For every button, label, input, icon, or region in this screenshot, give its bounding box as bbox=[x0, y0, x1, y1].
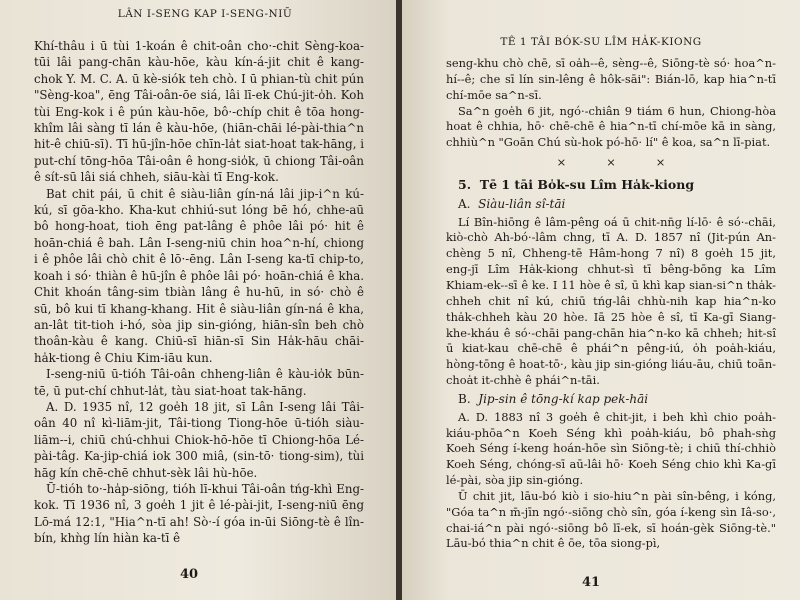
subsection-a-heading bbox=[446, 197, 776, 213]
subsection-a-title: Siàu-liân sî-tāi bbox=[478, 196, 566, 211]
right-paragraph: Lí Bîn-hiōng ê lâm-pêng oá ū chit-nn̄g lí-lō· ê só·-chāi, kiò-chò Ah-bó·-lâm chng, tī A. D. 1857 nî (Jit-pún An-chèng 5 nî, Chheng-tē Hâm-hong 7 nî) 8 goe̍h 15 jit, eng-jī Lîm Ha̍k-kiong chhut-sì tī bêng-bōng ka Lîm Khiam-ek--sī ê ke. I 11 hòe ê sî, ū khì kap sian-si^n tha̍k-chheh chit nî kú, chiū tńg-lâi chhù-nih kap hia^n-ko tha̍k-chheh kàu 20 hòe. Iā 25 hòe ê sî, tī Ka-gī Siang-khe-kháu ê só·-chāi pang-chān hia^n-ko kā chheh; hit-sî ū kiat-kau chē-chē ê phái^n pêng-iú, o̍h poa̍h-kiáu, hòng-tōng ê hoat-tō·, kàu jip sin-gióng liáu-āu, chiū toān-choa̍t it-chhè ê phái^n-tāi. bbox=[446, 214, 776, 388]
subsection-b-title: Jip-sin ê tōng-kí kap pek-hāi bbox=[478, 391, 649, 406]
section-heading bbox=[446, 177, 776, 193]
section-divider bbox=[446, 155, 776, 171]
right-paragraph: seng-khu chò chē, sī oa̍h--ê, sèng--ê, Siōng-tè só· hoa^n-hí--ê; che sī lín sin-lêng ê hôk-sāi": Bián-lō, kap hia^n-tī chí-mōe sa^n-sī. bbox=[446, 56, 776, 102]
left-page-header: LÂN I-SENG KAP I-SENG-NIŪ bbox=[117, 8, 293, 20]
right-page bbox=[402, 0, 800, 600]
left-paragraph: Ū-tióh to·-ha̍p-siōng, tióh lī-khui Tâi-oân tńg-khì Eng-kok. Tī 1936 nî, 3 goe̍h 1 jit ê lé-pài-jit, I-seng-niū ēng Lō-má 12:1, "Hia^n-tī ah! Sò·-í góa in-ūi Siōng-tè ê lîn-bín, khǹg lín hiàn ka-tī ê bbox=[34, 481, 364, 546]
subsection-b-label: B. bbox=[458, 391, 471, 406]
left-paragraph: Bat chit pái, ū chit ê siàu-liân gín-ná lâi jip-i^n kú-kú, sī gōa-kho. Kha-kut chhiú-sut lóng bē hó, chhe-aū bô hong-hoat, tioh ēng pat-lâng ê phôe lâi pó· hit ê hoān-chiá ê bah. Lân I-seng-niū chin hoa^n-hí, chiong i ê phôe lâi chò chit ê lō·-ēng. Lân I-seng ka-tī chip-to, koah i só· thiàn ê hū-jîn ê phôe lâi pó· hoān-chiá ê kha. Chit khoán tâng-sim tbiàn lâng ê hu-hū, in só· chò ê sū, bô kui tī khang-khang. Hit ê siàu-liân gín-ná ê kha, an-lât tit-tioh i-hó, sòa jip sin-gióng, hiān-sîn beh chò thoân-kàu ê kang. Chiū-sī hiān-sī Sin Ha̍k-hāu chāi-ha̍k-tiong ê Chiu Kim-iāu kun. bbox=[34, 186, 364, 365]
divider-mark: × bbox=[556, 155, 607, 170]
section-title: Tē 1 tāi Bo̍k-su Lîm Ha̍k-kiong bbox=[479, 176, 695, 192]
divider-mark: × bbox=[606, 155, 656, 170]
subsection-b-heading bbox=[446, 392, 776, 408]
right-paragraph: A. D. 1883 nî 3 goe̍h ê chit-jit, i beh khì chio poa̍h-kiáu-phōa^n Koeh Séng khì poa̍h-kiáu, bô phah-sǹg Koeh Séng í-keng hoán-hōe sìn Siōng-tè; i chiū thí-chhiò Koeh Séng, chóng-sī aū-lâi hō· Koeh Séng chio khì Ka-gī lé-pài, sòa jip sin-gióng. bbox=[446, 409, 776, 488]
right-page-text bbox=[446, 56, 776, 552]
right-paragraph: Ū chit jit, lāu-bó kiò i sio-hiu^n pài sîn-bêng, i kóng, "Góa ta^n m̄-jīn ngó·-siōng chò sîn, góa í-keng sìn Iâ-so·, chai-iá^n pài ngó·-siōng bô lī-ek, sī hoán-gèk Siōng-tè." Lāu-bó thia^n chit ê ōe, tōa siong-pì, bbox=[446, 488, 776, 551]
left-paragraph: I-seng-niū ū-tióh Tâi-oân chheng-liân ê kàu-io̍k būn-tē, ū put-chí chhut-la̍t, tàu siat-hoat tak-hāng. bbox=[34, 367, 364, 398]
divider-mark: × bbox=[655, 155, 706, 170]
left-paragraph: Khí-thâu i ū tùi 1-koán ê chit-oân cho·-chit Sèng-koa-tūi lâi pang-chān kàu-hōe, kàu kín-á-jit chit ê kang-chok Y. M. C. A. ū kè-siók teh chò. I ū phian-tù chit pún "Sèng-koa", ēng Tâi-oân-ōe siá, lâi lī-ek Chú-jit-o̍h. Koh tùi Eng-kok i ê pún kàu-hōe, bô·-chíp chit ê tōa hong-khîm lâi sàng tī lán ê kàu-hōe, (hiān-chāi lé-pài-thia^n hit-ê chiū-sī). Tī hū-jîn-hōe chīn-la̍t siat-hoat tak-hāng, i put-chí tōng-hōa Tâi-oân ê hong-sio̍k, ū chiong Tâi-oân ê sít-sū lâi siá chheh, siāu-kài tī Eng-kok. bbox=[34, 39, 364, 185]
section-number: 5. bbox=[458, 176, 472, 192]
left-page-text bbox=[34, 38, 364, 547]
left-paragraph: A. D. 1935 nî, 12 goe̍h 18 jit, sī Lân I-seng lâi Tâi-oân 40 nî kì-liām-jit, Tâi-tiong Tiong-hōe ū-tióh siàu-liām--i, chiū chú-chhui Chiok-hō-hōe tī Chiong-hōa Lé-pài-tâg. Ka-jip-chiá iok 300 miâ, (sin-tō· tiong-sim), tùi hāg kín chē-chē chhut-sèk lâi hù-hōe. bbox=[34, 399, 364, 480]
right-page-header: TÊ 1 TÂI BÓK-SU LÎM HA̍K-KIONG bbox=[500, 36, 702, 48]
right-page-number: 41 bbox=[581, 575, 601, 590]
left-page bbox=[0, 0, 398, 600]
left-page-number: 40 bbox=[179, 567, 199, 582]
right-paragraph: Sa^n goe̍h 6 jit, ngó·-chiân 9 tiám 6 hun, Chiong-hòa hoat ê chhia, hō· chē-chē ê hia^n-tī chí-mōe kā in sàng, chhiù^n "Goān Chú sù-hok pó-hō· lí" ê koa, sa^n lī-piat. bbox=[446, 103, 776, 150]
subsection-a-label: A. bbox=[458, 196, 471, 211]
